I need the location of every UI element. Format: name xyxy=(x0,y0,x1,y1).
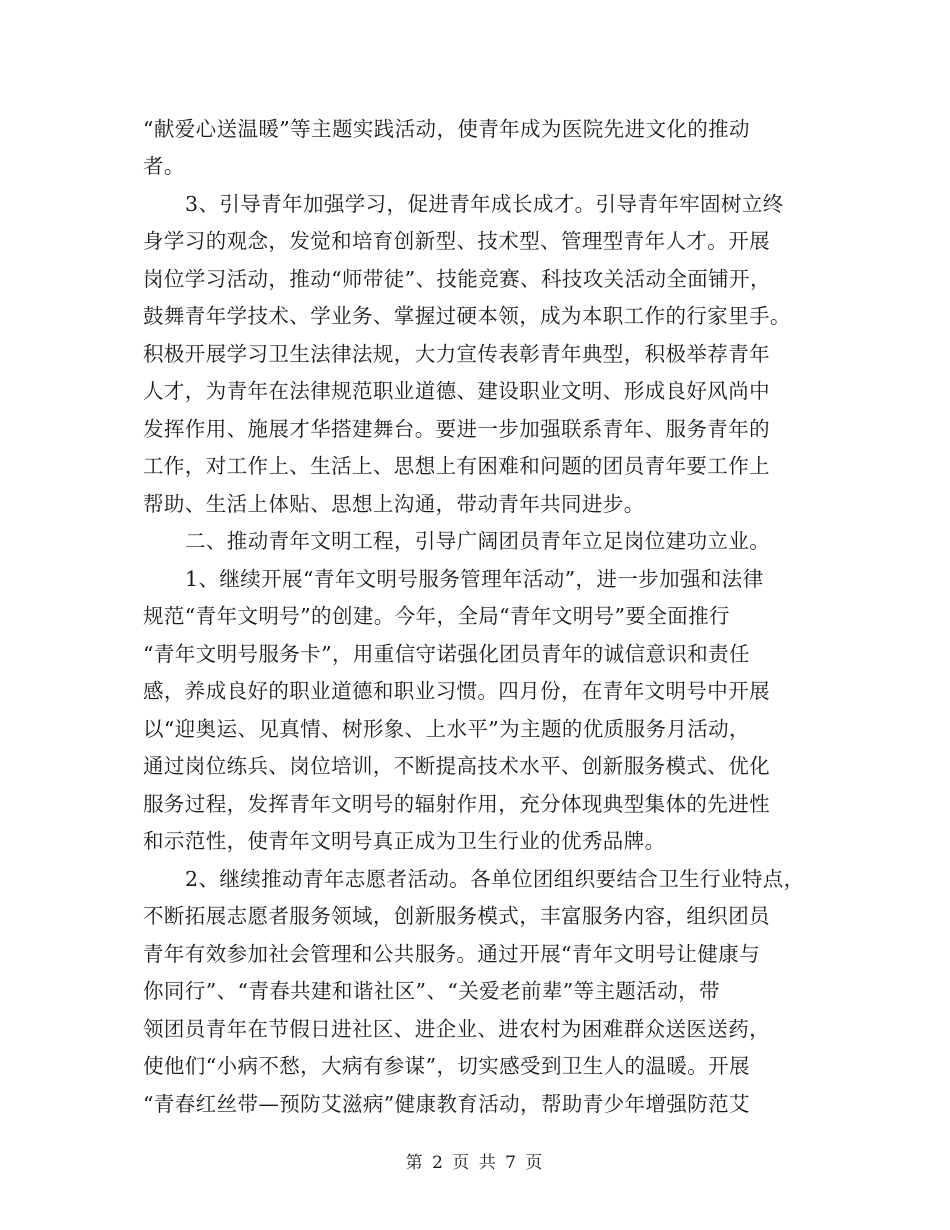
text-line: “献爱心送温暖”等主题实践活动，使青年成为医院先进文化的推动 xyxy=(143,117,750,141)
text-line: 感，养成良好的职业道德和职业习惯。四月份，在青年文明号中开展 xyxy=(143,679,770,703)
text-line: 工作，对工作上、生活上、思想上有困难和问题的团员青年要工作上 xyxy=(143,454,770,478)
text-line: 鼓舞青年学技术、学业务、掌握过硬本领，成为本职工作的行家里手。 xyxy=(143,304,791,328)
text-line: 和示范性，使青年文明号真正成为卫生行业的优秀品牌。 xyxy=(143,829,666,853)
page-footer: 第 2 页 共 7 页 xyxy=(405,1153,545,1173)
text-line: 发挥作用、施展才华搭建舞台。要进一步加强联系青年、服务青年的 xyxy=(143,417,770,441)
text-line: 2、继续推动青年志愿者活动。各单位团组织要结合卫生行业特点， xyxy=(185,867,805,891)
text-line: 岗位学习活动，推动“师带徒”、技能竞赛、科技攻关活动全面铺开， xyxy=(143,267,771,291)
text-line: 积极开展学习卫生法律法规，大力宣传表彰青年典型，积极举荐青年 xyxy=(143,342,770,366)
text-line: 3、引导青年加强学习，促进青年成长成才。引导青年牢固树立终 xyxy=(185,192,784,216)
text-line: “青年文明号服务卡”，用重信守诺强化团员青年的诚信意识和责任 xyxy=(143,642,750,666)
text-line: 以“迎奥运、见真情、树形象、上水平”为主题的优质服务月活动， xyxy=(143,717,750,741)
text-line: 服务过程，发挥青年文明号的辐射作用，充分体现典型集体的先进性 xyxy=(143,792,770,816)
text-line: 领团员青年在节假日进社区、进企业、进农村为困难群众送医送药， xyxy=(143,1017,770,1041)
text-line: 你同行”、“青春共建和谐社区”、“关爱老前辈”等主题活动，带 xyxy=(143,979,720,1003)
text-line: “青春红丝带—预防艾滋病”健康教育活动，帮助青少年增强防范艾 xyxy=(143,1092,750,1116)
section-heading: 二、推动青年文明工程，引导广阔团员青年立足岗位建功立业。 xyxy=(185,529,771,553)
text-line: 使他们“小病不愁，大病有参谋”，切实感受到卫生人的温暖。开展 xyxy=(143,1054,750,1078)
text-line: 帮助、生活上体贴、思想上沟通，带动青年共同进步。 xyxy=(143,492,645,516)
text-line: 规范“青年文明号”的创建。今年，全局“青年文明号”要全面推行 xyxy=(143,604,730,628)
text-line: 青年有效参加社会管理和公共服务。通过开展“青年文明号让健康与 xyxy=(143,942,760,966)
text-line: 身学习的观念，发觉和培育创新型、技术型、管理型青年人才。开展 xyxy=(143,229,770,253)
text-line: 人才，为青年在法律规范职业道德、建设职业文明、形成良好风尚中 xyxy=(143,379,770,403)
text-line: 者。 xyxy=(143,154,185,178)
text-line: 不断拓展志愿者服务领域，创新服务模式，丰富服务内容，组织团员 xyxy=(143,904,770,928)
text-line: 通过岗位练兵、岗位培训，不断提高技术水平、创新服务模式、优化 xyxy=(143,754,770,778)
text-line: 1、继续开展“青年文明号服务管理年活动”，进一步加强和法律 xyxy=(185,567,764,591)
